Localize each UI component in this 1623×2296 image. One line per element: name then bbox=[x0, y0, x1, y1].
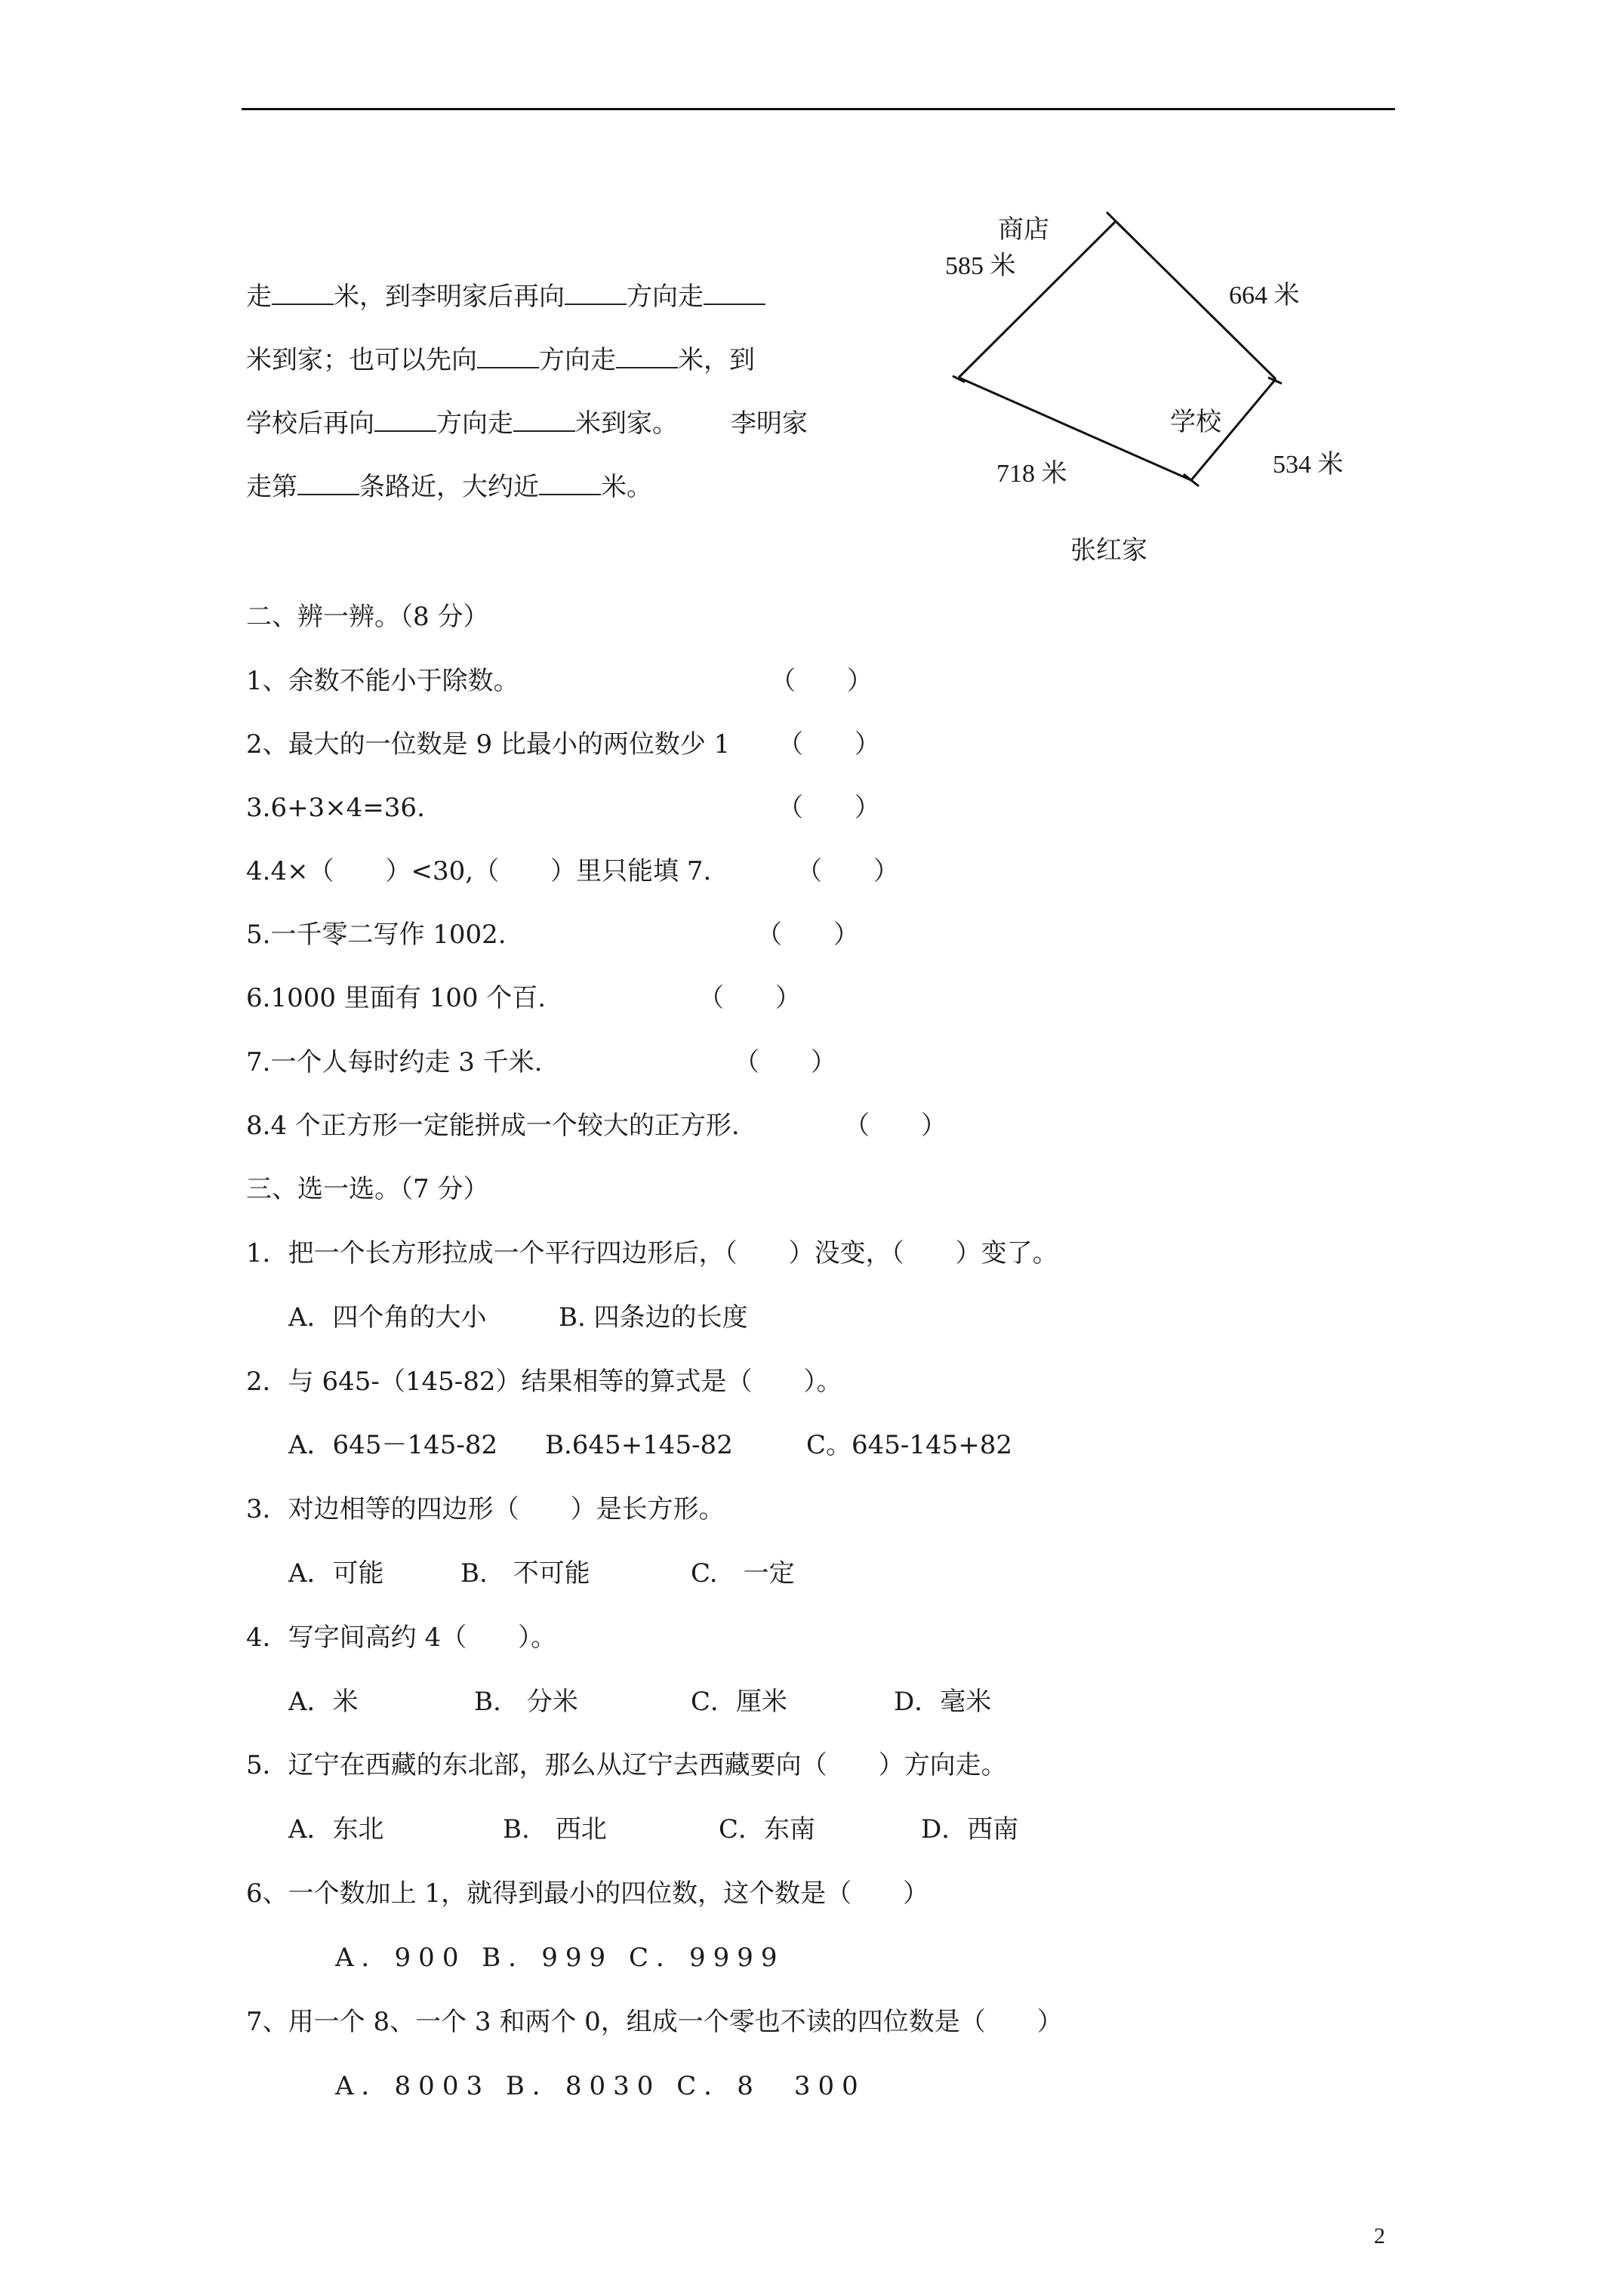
option[interactable]: D．西南 bbox=[921, 1814, 1019, 1845]
answer-paren[interactable]: （ ） bbox=[698, 983, 801, 1013]
option[interactable]: B. 四条边的长度 bbox=[559, 1302, 748, 1333]
label-zhang-home: 张红家 bbox=[1070, 537, 1147, 565]
question-6: 6、一个数加上 1，就得到最小的四位数，这个数是（ ） bbox=[246, 1878, 929, 1909]
label-534: 534 米 bbox=[1273, 451, 1344, 479]
answer-paren[interactable]: （ ） bbox=[844, 1111, 947, 1141]
option[interactable]: C．厘米 bbox=[691, 1687, 788, 1717]
fill-line-3: 学校后再向 方向走 米到家。 李明家 bbox=[246, 408, 808, 439]
answer-paren[interactable]: （ ） bbox=[778, 729, 880, 760]
tick-bottom bbox=[1184, 474, 1199, 486]
section-2-title: 二、辨一辨。（8 分） bbox=[246, 602, 489, 632]
question-4: 4．写字间高约 4（ ）。 bbox=[246, 1623, 557, 1653]
option[interactable]: C。645-145+82 bbox=[806, 1430, 1013, 1460]
option[interactable]: A．8003 B．8030 C．8 300 bbox=[335, 2071, 866, 2101]
question-5: 5．辽宁在西藏的东北部，那么从辽宁去西藏要向（ ）方向走。 bbox=[246, 1750, 1007, 1780]
answer-paren[interactable]: （ ） bbox=[734, 1047, 836, 1077]
answer-paren[interactable]: （ ） bbox=[796, 856, 899, 886]
section-3-title: 三、选一选。（7 分） bbox=[246, 1174, 489, 1204]
option[interactable]: A．东北 bbox=[288, 1814, 384, 1845]
option[interactable]: A．900 B．999 C．9999 bbox=[335, 1943, 785, 1973]
answer-paren[interactable]: （ ） bbox=[770, 666, 873, 696]
answer-paren[interactable]: （ ） bbox=[778, 793, 880, 823]
option[interactable]: B. 西北 bbox=[503, 1814, 607, 1845]
fill-line-1: 走 米，到李明家后再向 方向走 bbox=[246, 281, 765, 312]
edge-718 bbox=[959, 378, 1191, 480]
question-2: 2．与 645-（145-82）结果相等的算式是（ ）。 bbox=[246, 1367, 842, 1397]
option[interactable]: C. 一定 bbox=[691, 1558, 795, 1589]
option[interactable]: B. 不可能 bbox=[460, 1558, 590, 1589]
judge-item-4: 4.4×（ ）<30,（ ）里只能填 7. bbox=[246, 856, 712, 886]
judge-item-7: 7.一个人每时约走 3 千米. bbox=[246, 1047, 543, 1077]
judge-item-1: 1、余数不能小于除数。 bbox=[246, 666, 519, 696]
judge-item-2: 2、最大的一位数是 9 比最小的两位数少 1 bbox=[246, 729, 731, 760]
option[interactable]: A．四个角的大小 bbox=[288, 1302, 487, 1333]
option[interactable]: C．东南 bbox=[719, 1814, 816, 1845]
label-664: 664 米 bbox=[1229, 282, 1300, 310]
label-shop: 商店 bbox=[998, 216, 1049, 244]
judge-item-3: 3.6+3×4=36. bbox=[246, 793, 425, 823]
label-718: 718 米 bbox=[996, 460, 1067, 488]
label-585: 585 米 bbox=[945, 252, 1016, 280]
question-3: 3．对边相等的四边形（ ）是长方形。 bbox=[246, 1494, 725, 1524]
judge-item-8: 8.4 个正方形一定能拼成一个较大的正方形. bbox=[246, 1111, 740, 1141]
option[interactable]: A．米 bbox=[288, 1687, 359, 1717]
fill-line-4: 走第 条路近，大约近 米。 bbox=[246, 472, 652, 502]
answer-paren[interactable]: （ ） bbox=[756, 920, 859, 950]
question-7: 7、用一个 8、一个 3 和两个 0，组成一个零也不读的四位数是（ ） bbox=[246, 2007, 1063, 2037]
option[interactable]: B.645+145-82 bbox=[545, 1430, 733, 1460]
option[interactable]: D．毫米 bbox=[894, 1687, 992, 1717]
label-school: 学校 bbox=[1170, 408, 1221, 436]
fill-line-2: 米到家；也可以先向 方向走 米，到 bbox=[246, 345, 755, 375]
option[interactable]: A．645－145-82 bbox=[288, 1430, 498, 1460]
page-number: 2 bbox=[1374, 2224, 1385, 2248]
option[interactable]: A．可能 bbox=[288, 1558, 384, 1589]
judge-item-5: 5.一千零二写作 1002. bbox=[246, 920, 507, 950]
question-1: 1．把一个长方形拉成一个平行四边形后，（ ）没变，（ ）变了。 bbox=[246, 1238, 1058, 1268]
judge-item-6: 6.1000 里面有 100 个百. bbox=[246, 983, 547, 1013]
option[interactable]: B. 分米 bbox=[474, 1687, 578, 1717]
